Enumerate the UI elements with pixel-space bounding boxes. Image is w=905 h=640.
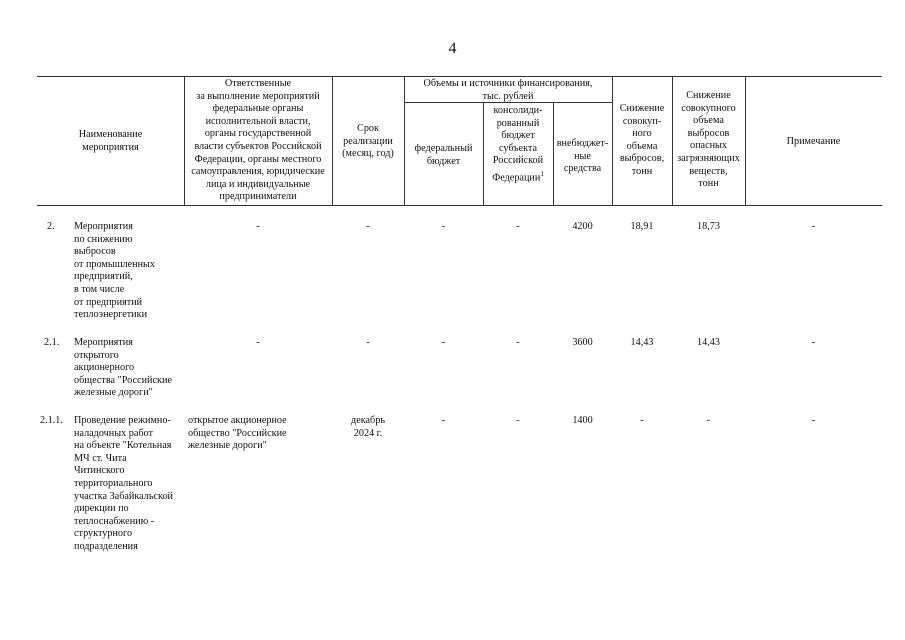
row-consolidated: - [516,221,520,232]
header-reduction-total: Снижение совокуп- ного объема выбросов, тонн [619,103,665,177]
row-responsible: - [256,337,260,348]
header-name: Наименование мероприятия [78,129,143,153]
row-responsible: открытое акционерное общество "Российские железные дороги" [188,415,287,452]
row-reduction-hazard: 14,43 [697,337,720,348]
row-name: Мероприятия открытого акционерного общества "Российские железные дороги" [74,337,172,399]
row-extrabudget: 4200 [572,221,593,232]
header-financing-group: Объемы и источники финансирования, тыс. рублей [423,78,593,102]
row-term: декабрь 2024 г. [351,415,385,439]
header-consolidated-text: консолиди- рованный бюджет субъекта Российской Федерации [492,105,544,184]
row-reduction-total: 18,91 [630,221,654,232]
table-top-rule [37,76,882,77]
header-consolidated [483,105,553,185]
row-note: - [811,415,816,426]
header-term: Срок реализации (месяц, год) [342,123,394,160]
row-note: - [811,221,816,232]
header-reduction-hazard: Снижение совокупного объема выбросов опасных загрязняющих веществ, тонн [677,90,740,190]
header-responsible: Ответственные за выполнение мероприятий федеральные органы исполнительной власти, органы государственной власти субъектов Российской Федерации, органы местного самоуправления, юридические лица и индивидуальные предприниматели [191,78,325,203]
row-term: - [366,337,370,348]
row-consolidated: - [516,415,520,426]
row-federal: - [441,221,446,232]
header-extrabudget: внебюджет- ные средства [556,138,609,175]
page-number: 4 [448,40,457,57]
header-federal: федеральный бюджет [414,143,473,167]
row-reduction-total: 14,43 [630,337,654,348]
row-federal: - [441,415,446,426]
row-extrabudget: 1400 [572,415,593,426]
row-number: 2.1.1. [40,415,63,426]
header-note: Примечание [786,136,841,147]
row-reduction-hazard: - [706,415,711,426]
row-consolidated: - [516,337,520,348]
row-note: - [811,337,816,348]
row-number: 2.1. [44,337,60,348]
header-consolidated-footnote: 1 [540,169,544,178]
row-federal: - [441,337,446,348]
row-name: Проведение режимно- наладочных работ на объекте "Котельная МЧ ст. Чита Читинского территориального участка Забайкальской дирекции по теплоснабжению - структурного подразделения [74,415,173,552]
row-responsible: - [256,221,260,232]
row-reduction-hazard: 18,73 [697,221,720,232]
row-extrabudget: 3600 [572,337,593,348]
row-number: 2. [47,221,55,232]
row-term: - [366,221,370,232]
row-reduction-total: - [640,415,644,426]
row-name: Мероприятия по снижению выбросов от промышленных предприятий, в том числе от предприятий теплоэнергетики [74,221,155,321]
header-bottom-rule [37,205,882,206]
